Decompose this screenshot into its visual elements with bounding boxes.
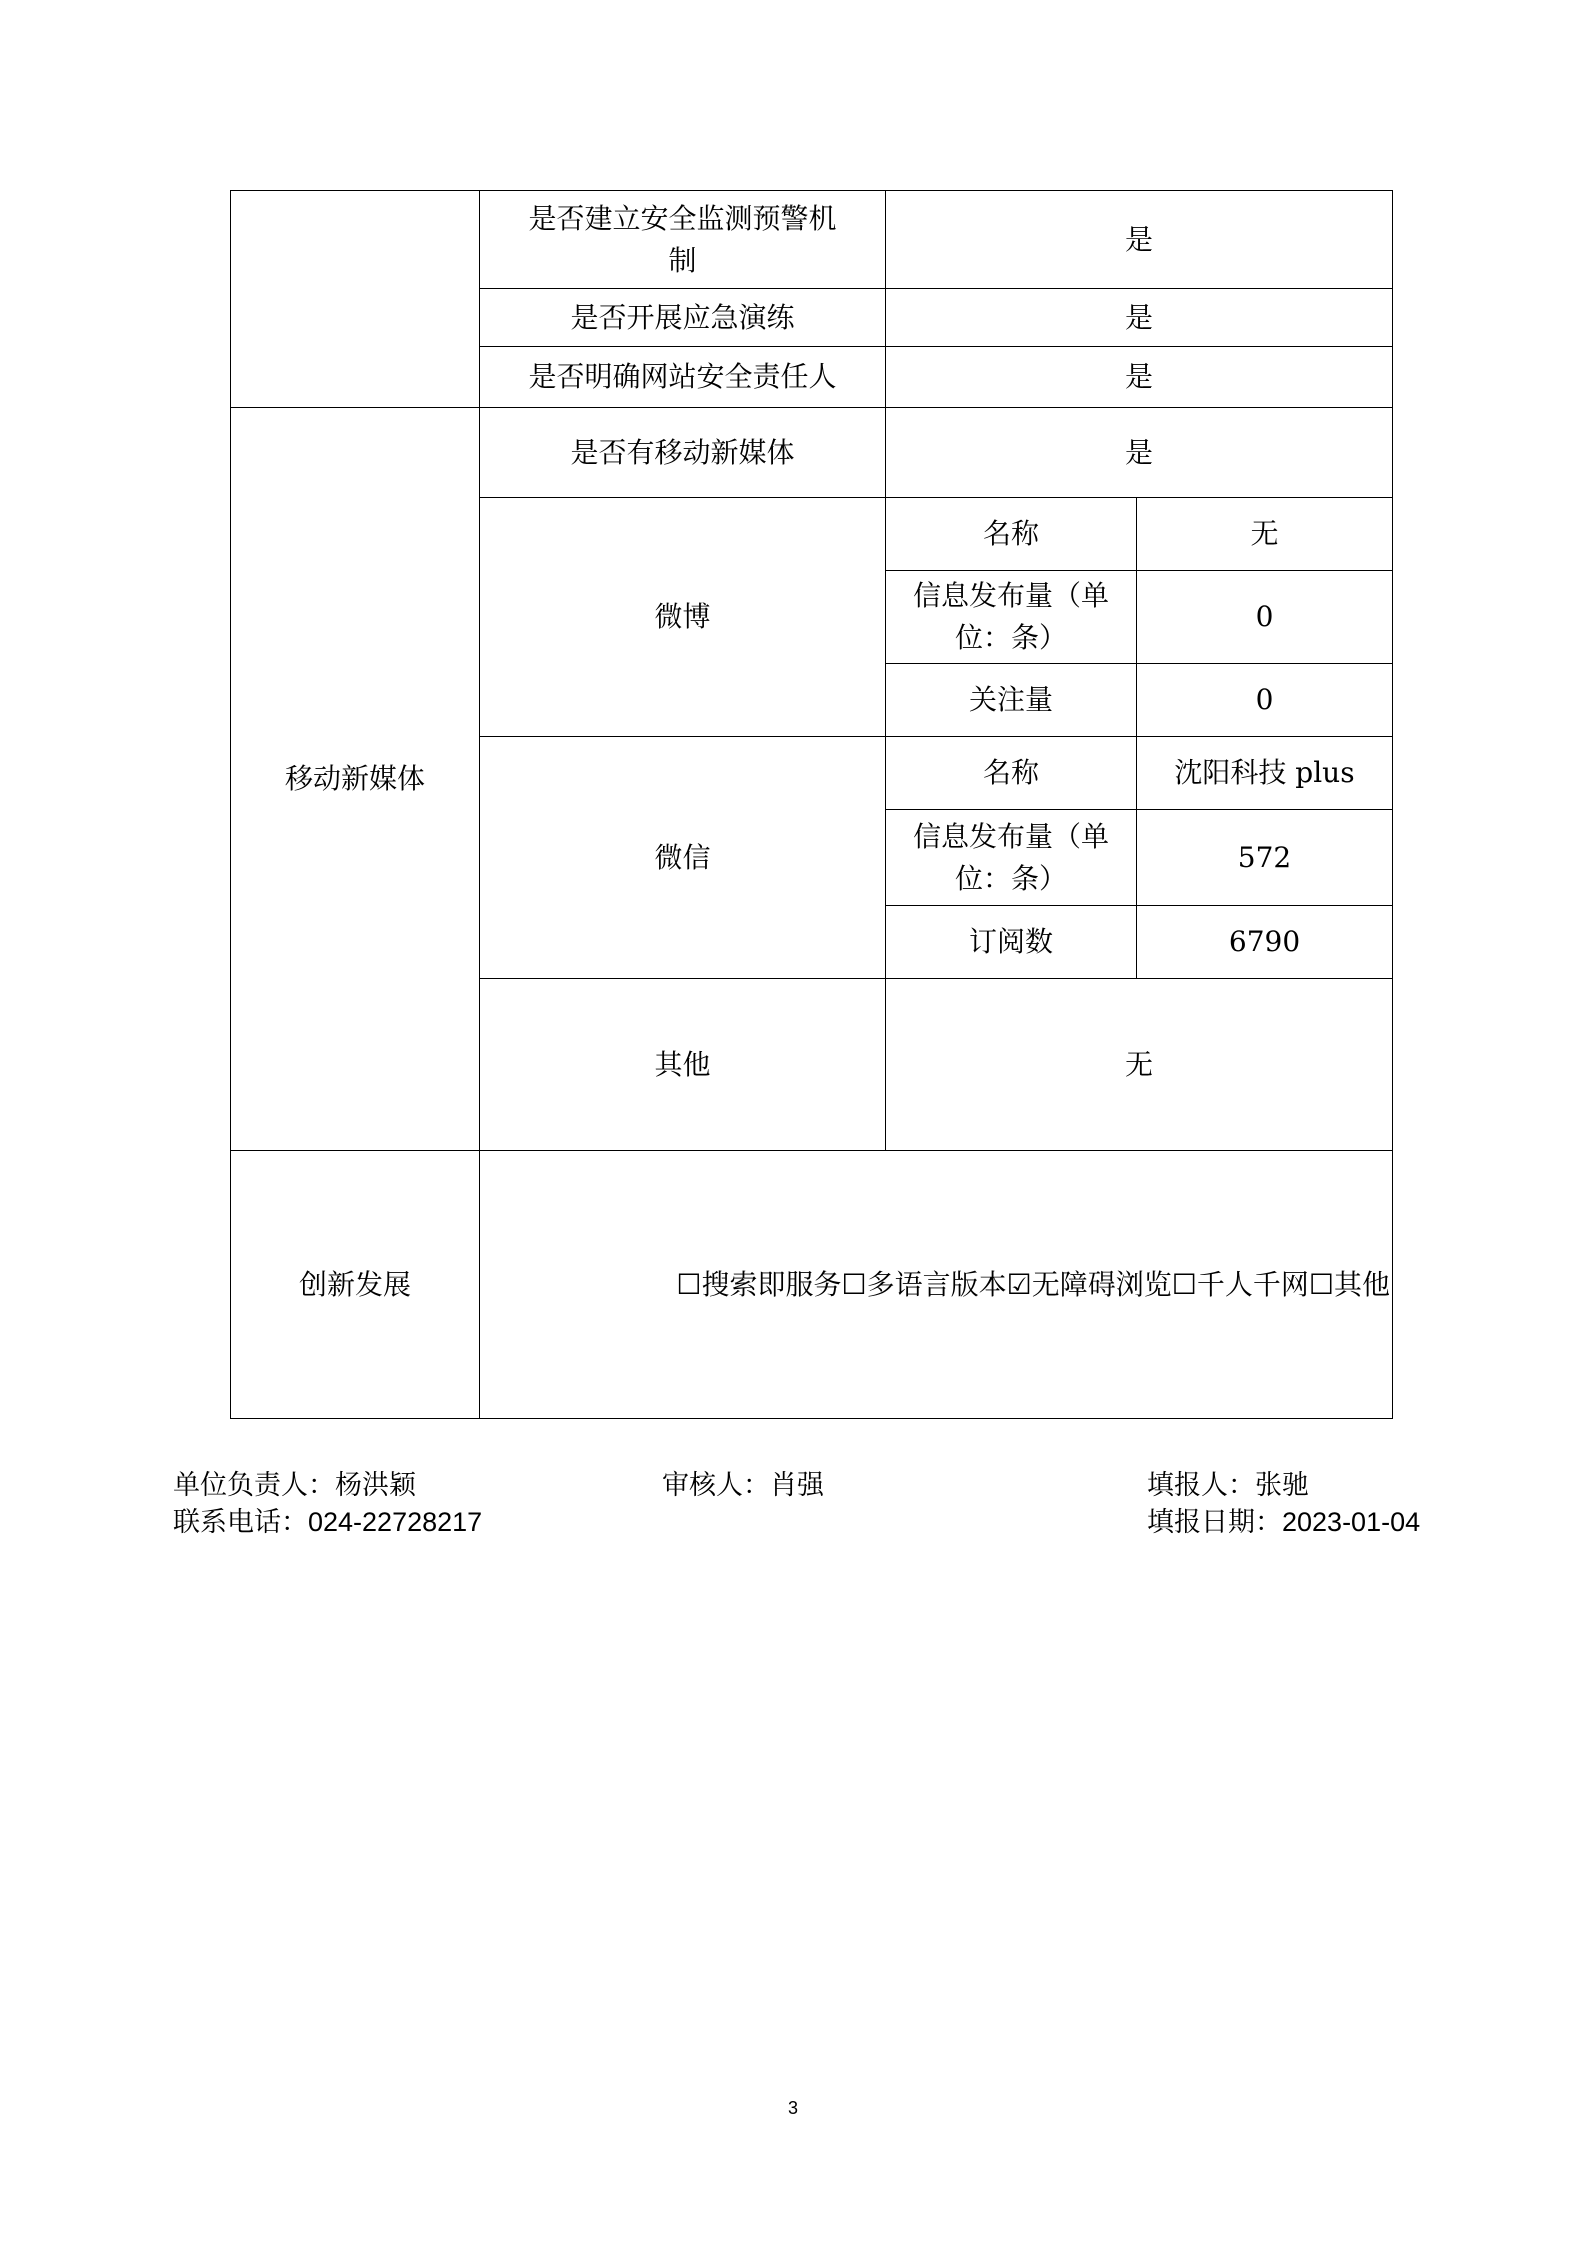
wechat-label: 微信 <box>480 737 886 979</box>
weibo-name-value: 无 <box>1137 498 1393 571</box>
wechat-subs-label: 订阅数 <box>886 906 1137 979</box>
weibo-label: 微博 <box>480 498 886 737</box>
innovation-options <box>486 1264 1390 1306</box>
weibo-followers-label: 关注量 <box>886 664 1137 737</box>
option-personalized: 千人千网 <box>1196 1267 1309 1301</box>
phone-label: 联系电话： <box>173 1507 308 1538</box>
unit-head <box>173 1468 416 1504</box>
date-value: 2023-01-04 <box>1282 1507 1421 1537</box>
option-accessibility: 无障碍浏览 <box>1031 1267 1172 1301</box>
answer-security-owner: 是 <box>886 347 1393 408</box>
unit-head-label: 单位负责人： <box>173 1470 335 1501</box>
option-search-service: 搜索即服务 <box>701 1267 842 1301</box>
section-mobile-media: 移动新媒体 <box>231 408 480 1151</box>
report-table <box>230 190 1393 1419</box>
page-number: 3 <box>787 2098 798 2118</box>
question-emergency-drill: 是否开展应急演练 <box>480 289 886 347</box>
innovation-options-cell <box>480 1151 1393 1419</box>
weibo-posts-value: 0 <box>1137 571 1393 664</box>
fill-date <box>1147 1504 1420 1541</box>
wechat-name-value: 沈阳科技 plus <box>1137 737 1393 810</box>
reviewer <box>662 1468 824 1504</box>
question-has-mobile-media: 是否有移动新媒体 <box>480 408 886 498</box>
question-security-monitoring: 是否建立安全监测预警机制 <box>480 191 886 289</box>
reviewer-label: 审核人： <box>662 1470 770 1501</box>
checkbox-multilingual: ☐ <box>841 1267 867 1301</box>
weibo-posts-label: 信息发布量（单位：条） <box>886 571 1137 664</box>
filler <box>1147 1468 1309 1504</box>
wechat-posts-label: 信息发布量（单位：条） <box>886 810 1137 906</box>
weibo-followers-value: 0 <box>1137 664 1393 737</box>
option-other: 其他 <box>1334 1267 1391 1301</box>
innovation-label: 创新发展 <box>231 1151 480 1419</box>
table-row <box>231 408 1393 498</box>
reviewer-value: 肖强 <box>770 1470 824 1501</box>
unit-head-value: 杨洪颖 <box>335 1470 416 1501</box>
checkbox-accessibility: ☑ <box>1006 1267 1032 1301</box>
wechat-subs-value: 6790 <box>1137 906 1393 979</box>
answer-emergency-drill: 是 <box>886 289 1393 347</box>
wechat-name-label: 名称 <box>886 737 1137 810</box>
checkbox-personalized: ☐ <box>1171 1267 1197 1301</box>
table-row <box>231 1151 1393 1419</box>
table-row <box>231 191 1393 289</box>
option-multilingual: 多语言版本 <box>866 1267 1007 1301</box>
other-media-value: 无 <box>886 979 1393 1151</box>
section-cell-empty <box>231 191 480 408</box>
date-label: 填报日期： <box>1147 1507 1282 1538</box>
filler-value: 张驰 <box>1255 1470 1309 1501</box>
other-media-label: 其他 <box>480 979 886 1151</box>
checkbox-search-service: ☐ <box>676 1267 702 1301</box>
weibo-name-label: 名称 <box>886 498 1137 571</box>
question-security-owner: 是否明确网站安全责任人 <box>480 347 886 408</box>
filler-label: 填报人： <box>1147 1470 1255 1501</box>
checkbox-other: ☐ <box>1308 1267 1334 1301</box>
wechat-posts-value: 572 <box>1137 810 1393 906</box>
answer-security-monitoring: 是 <box>886 191 1393 289</box>
contact-phone <box>173 1504 482 1541</box>
phone-value: 024-22728217 <box>308 1507 483 1537</box>
answer-has-mobile-media: 是 <box>886 408 1393 498</box>
